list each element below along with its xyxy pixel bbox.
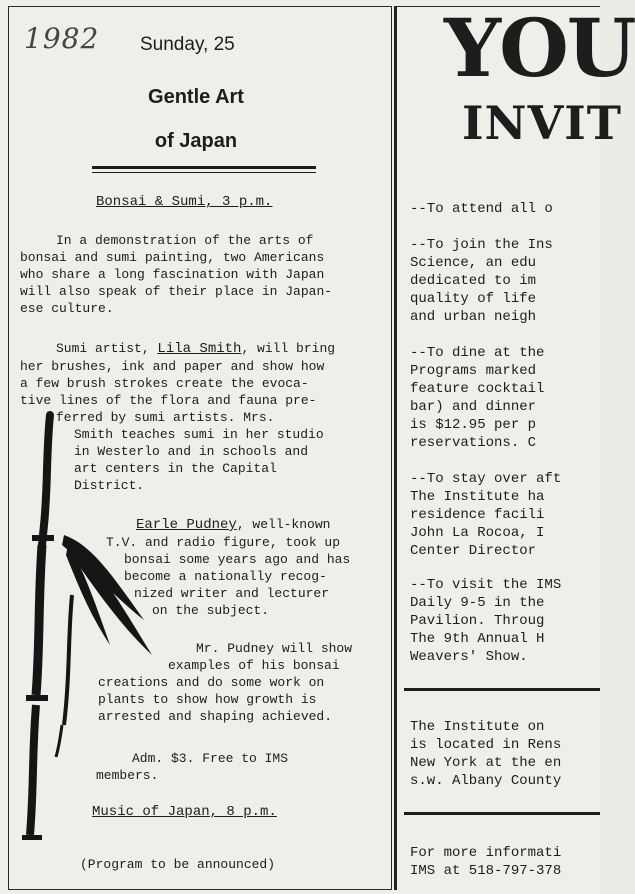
program-note: (Program to be announced) — [80, 857, 276, 872]
admission-line: Adm. $3. Free to IMS — [132, 751, 289, 766]
text-line: Pavilion. Throug — [410, 613, 545, 629]
text-line: art centers in the Capital — [74, 461, 277, 476]
text-line: on the subject. — [152, 603, 270, 618]
text-line: nized writer and lecturer — [134, 586, 330, 601]
text-line: IMS at 518-797-378 — [410, 863, 562, 879]
text-line: tive lines of the flora and fauna pre- — [20, 393, 317, 408]
title-rule-thin — [92, 172, 316, 173]
text-line: dedicated to im — [410, 273, 537, 289]
title-rule-thick — [92, 166, 316, 169]
text-line: creations and do some work on — [98, 675, 325, 690]
text-line: bonsai some years ago and has — [124, 552, 351, 567]
text-line: John La Rocoa, I — [410, 525, 545, 541]
artist-name-lila-smith: Lila Smith — [157, 341, 242, 357]
text-line: Mr. Pudney will show — [196, 641, 353, 656]
text-line: a few brush strokes create the evoca- — [20, 376, 309, 391]
text-line: T.V. and radio figure, took up — [106, 535, 341, 550]
text-line: become a nationally recog- — [124, 569, 327, 584]
text-line: feature cocktail — [410, 381, 545, 397]
text-line: bonsai and sumi painting, two Americans — [20, 250, 325, 265]
text-line: her brushes, ink and paper and show how — [20, 359, 325, 374]
title-you: YOU — [444, 1, 635, 95]
text-line: is $12.95 per p — [410, 417, 537, 433]
text-span: , will bring — [241, 341, 336, 356]
text-line: arrested and shaping achieved. — [98, 709, 333, 724]
text-line: Science, an edu — [410, 255, 537, 271]
text-line: In a demonstration of the arts of — [56, 233, 314, 248]
text-line: residence facili — [410, 507, 545, 523]
event-date: Sunday, 25 — [140, 34, 235, 55]
text-line: The 9th Annual H — [410, 631, 545, 647]
text-line: District. — [74, 478, 145, 493]
text-line — [56, 340, 335, 358]
text-line: s.w. Albany County — [410, 773, 562, 789]
handwritten-year: 1982 — [24, 22, 100, 55]
text-line: in Westerlo and in schools and — [74, 444, 309, 459]
text-line: examples of his bonsai — [168, 658, 340, 673]
text-line: reservations. C — [410, 435, 537, 451]
text-line: who share a long fascination with Japan — [20, 267, 325, 282]
text-line: ferred by sumi artists. Mrs. — [56, 410, 275, 425]
text-line: is located in Rens — [410, 737, 562, 753]
speaker-name-earle-pudney: Earle Pudney — [136, 517, 237, 533]
text-line: will also speak of their place in Japan- — [20, 284, 333, 299]
text-line: ese culture. — [20, 301, 114, 316]
text-line: and urban neigh — [410, 309, 537, 325]
text-line: Programs marked — [410, 363, 537, 379]
music-of-japan-heading: Music of Japan, 8 p.m. — [92, 804, 277, 820]
bonsai-sumi-heading: Bonsai & Sumi, 3 p.m. — [96, 194, 273, 210]
list-item: --To join the Ins — [410, 237, 553, 253]
text-line — [136, 516, 330, 534]
list-item: --To stay over aft — [410, 471, 562, 487]
text-line: Weavers' Show. — [410, 649, 528, 665]
text-line: quality of life — [410, 291, 537, 307]
text-line: Daily 9-5 in the — [410, 595, 545, 611]
bamboo-illustration — [12, 395, 162, 865]
text-line: New York at the en — [410, 755, 562, 771]
list-item: --To dine at the — [410, 345, 545, 361]
text-line: plants to show how growth is — [98, 692, 317, 707]
section-divider — [404, 688, 600, 691]
text-line: For more informati — [410, 845, 562, 861]
section-divider — [404, 812, 600, 815]
text-span: , well-known — [236, 517, 331, 532]
text-line: The Institute ha — [410, 489, 545, 505]
list-item: --To visit the IMS — [410, 577, 562, 593]
text-line: Smith teaches sumi in her studio — [74, 427, 324, 442]
title-invit: INVIT — [462, 96, 623, 150]
admission-members: members. — [96, 768, 159, 783]
title-line-2: of Japan — [154, 130, 238, 152]
text-span: Sumi artist, — [56, 341, 158, 356]
text-line: The Institute on — [410, 719, 545, 735]
title-line-1: Gentle Art — [148, 86, 244, 108]
text-line: Center Director — [410, 543, 537, 559]
text-line: bar) and dinner — [410, 399, 537, 415]
list-item: --To attend all o — [410, 201, 553, 217]
